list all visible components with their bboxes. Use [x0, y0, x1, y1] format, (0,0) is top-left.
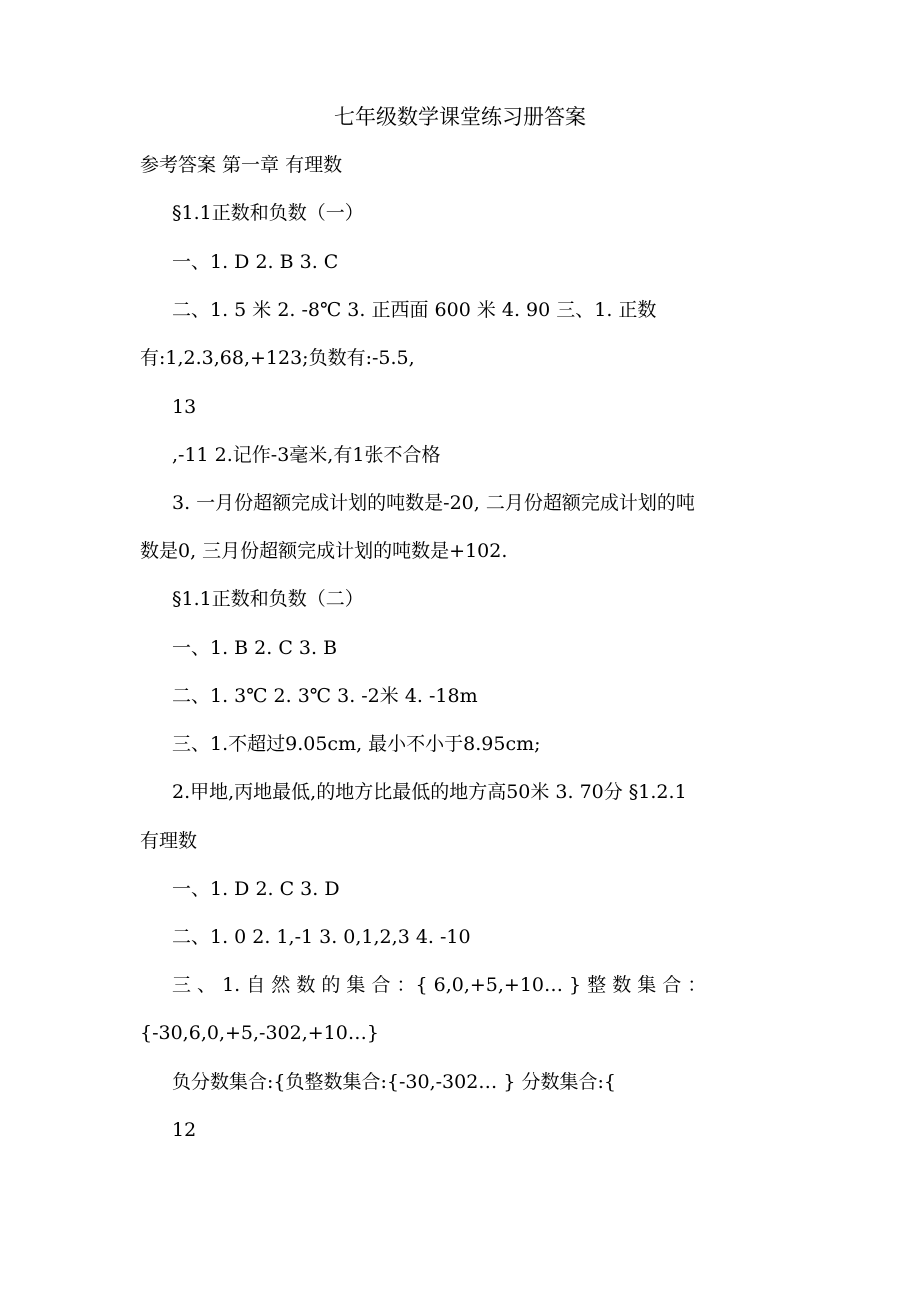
page-title: 七年级数学课堂练习册答案 — [334, 105, 586, 129]
answer-line: 一、1. B 2. C 3. B — [172, 637, 338, 659]
answer-line: 有:1,2.3,68,+123;负数有:-5.5, — [140, 347, 415, 369]
answer-line: 负分数集合:{负整数集合:{-30,-302… } 分数集合:{ — [172, 1071, 616, 1093]
answer-line: 三 、 1. 自 然 数 的 集 合 ：{ 6,0,+5,+10… } 整 数 集 合 ： — [172, 974, 707, 996]
answer-line: 二、1. 3℃ 2. 3℃ 3. -2米 4. -18m — [172, 685, 478, 707]
answer-line: 数是0, 三月份超额完成计划的吨数是+102. — [140, 540, 508, 562]
chapter-heading: 参考答案 第一章 有理数 — [140, 154, 343, 176]
answer-line: 二、1. 0 2. 1,-1 3. 0,1,2,3 4. -10 — [172, 926, 471, 948]
answer-line: {-30,6,0,+5,-302,+10…} — [140, 1022, 379, 1044]
answer-line: 二、1. 5 米 2. -8℃ 3. 正西面 600 米 4. 90 三、1. 正数 — [172, 299, 657, 321]
answer-line: 一、1. D 2. C 3. D — [172, 878, 340, 900]
answer-line: 2.甲地,丙地最低,的地方比最低的地方高50米 3. 70分 §1.2.1 — [172, 781, 687, 803]
answer-line: 13 — [172, 396, 197, 418]
answer-line: 12 — [172, 1119, 197, 1141]
section-heading: §1.1正数和负数（一） — [172, 202, 364, 224]
answer-line: ,-11 2.记作-3毫米,有1张不合格 — [172, 444, 441, 466]
answer-line: 3. 一月份超额完成计划的吨数是-20, 二月份超额完成计划的吨 — [172, 492, 695, 514]
section-heading: §1.1正数和负数（二） — [172, 588, 364, 610]
answer-line: 三、1.不超过9.05cm, 最小不小于8.95cm; — [172, 733, 541, 755]
section-heading: 有理数 — [140, 830, 198, 852]
answer-line: 一、1. D 2. B 3. C — [172, 251, 339, 273]
